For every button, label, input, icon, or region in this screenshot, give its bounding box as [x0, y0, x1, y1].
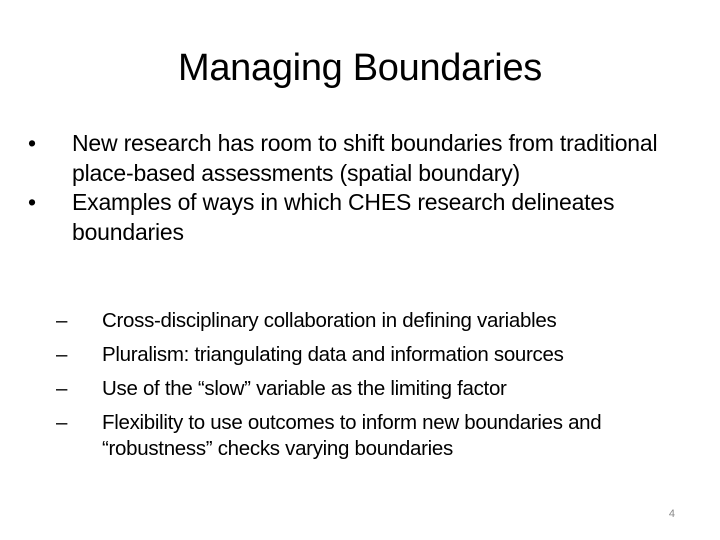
- sub-bullet-text: Flexibility to use outcomes to inform new boundaries and “robustness” checks varying boundaries: [102, 411, 602, 460]
- dash-marker: –: [56, 411, 68, 434]
- sub-bullet-item: [56, 342, 696, 368]
- sub-bullet-item: [56, 376, 696, 402]
- sub-bullet-text: Use of the “slow” variable as the limiting factor: [102, 377, 507, 400]
- bullet-text: New research has room to shift boundaries from traditional place-based assessments (spatial boundary): [72, 130, 658, 186]
- dash-marker: –: [56, 343, 68, 366]
- bullet-item: [28, 129, 688, 188]
- sub-bullet-text: Cross-disciplinary collaboration in defining variables: [102, 309, 557, 332]
- bullet-marker: •: [28, 189, 36, 215]
- sub-bullet-list: [56, 308, 696, 470]
- dash-marker: –: [56, 309, 68, 332]
- sub-bullet-item: [56, 410, 696, 462]
- bullet-marker: •: [28, 130, 36, 156]
- sub-bullet-item: [56, 308, 696, 334]
- bullet-item: [28, 188, 688, 247]
- bullet-list: [28, 129, 688, 247]
- sub-bullet-text: Pluralism: triangulating data and information sources: [102, 343, 564, 366]
- slide-title: Managing Boundaries: [177, 47, 542, 89]
- page-number: 4: [668, 508, 675, 520]
- dash-marker: –: [56, 377, 68, 400]
- bullet-text: Examples of ways in which CHES research delineates boundaries: [72, 189, 615, 245]
